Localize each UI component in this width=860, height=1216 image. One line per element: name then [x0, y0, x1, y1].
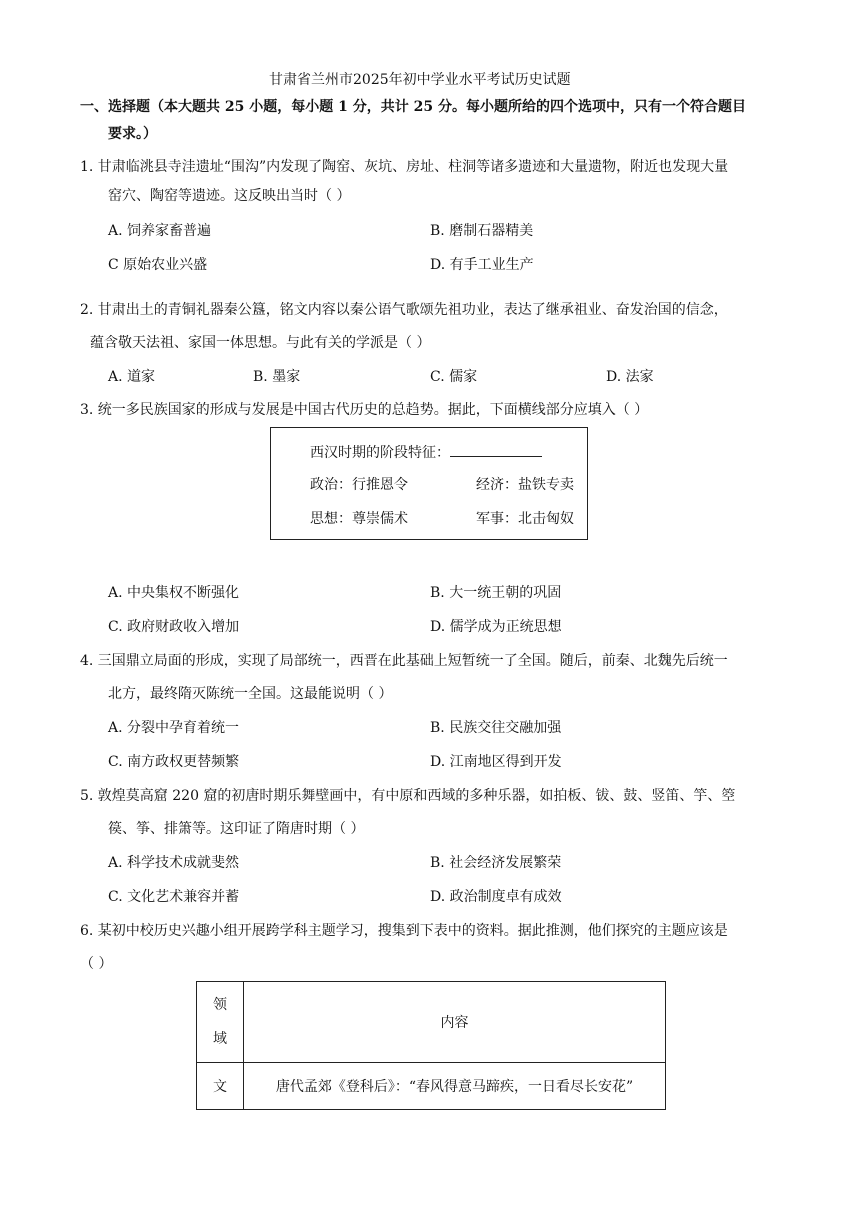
table-header-field: 领 域	[197, 982, 244, 1063]
box-thought: 思想：尊崇儒术	[310, 511, 408, 527]
question-5-option-b[interactable]: B. 社会经济发展繁荣	[430, 855, 562, 871]
question-4-stem-line2: 北方，最终隋灭陈统一全国。这最能说明（ ）	[108, 686, 393, 702]
answer-blank	[450, 442, 542, 457]
question-2-option-b[interactable]: B. 墨家	[253, 369, 301, 385]
question-6-stem-line2: （ ）	[80, 956, 113, 972]
question-5-option-c[interactable]: C. 文化艺术兼容并蓄	[108, 889, 240, 905]
question-1-option-d[interactable]: D. 有手工业生产	[430, 257, 534, 273]
question-4-option-b[interactable]: B. 民族交往交融加强	[430, 720, 562, 736]
question-5-option-d[interactable]: D. 政治制度卓有成效	[430, 889, 562, 905]
question-2-option-a[interactable]: A. 道家	[108, 369, 156, 385]
box-economy: 经济：盐铁专卖	[476, 477, 574, 493]
question-1-stem-line1: 1. 甘肃临洮县寺洼遗址“围沟”内发现了陶窑、灰坑、房址、柱洞等诸多遗迹和大量遗物，附近也发现大量	[80, 159, 729, 175]
table-header-content: 内容	[244, 982, 666, 1063]
question-6-stem-line1: 6. 某初中校历史兴趣小组开展跨学科主题学习，搜集到下表中的资料。据此推测，他们探究的主题应该是	[80, 923, 728, 939]
question-5-stem-line1: 5. 敦煌莫高窟 220 窟的初唐时期乐舞壁画中，有中原和西域的多种乐器，如拍板、钹、鼓、竖笛、竽、箜	[80, 788, 736, 804]
table-row	[197, 1063, 666, 1110]
box-politics: 政治：行推恩令	[310, 477, 408, 493]
question-2-stem-line1: 2. 甘肃出土的青铜礼器秦公簋，铭文内容以秦公语气歌颂先祖功业，表达了继承祖业、奋发治国的信念，	[80, 302, 728, 318]
table-header-row	[197, 982, 666, 1063]
question-1-stem-line2: 窑穴、陶窑等遗迹。这反映出当时（ ）	[108, 188, 351, 204]
question-4-option-d[interactable]: D. 江南地区得到开发	[430, 754, 562, 770]
box-military: 军事：北击匈奴	[476, 511, 574, 527]
question-3-material-box	[270, 427, 588, 540]
question-5-stem-line2: 篌、筝、排箫等。这印证了隋唐时期（ ）	[108, 821, 365, 837]
question-3-option-c[interactable]: C. 政府财政收入增加	[108, 619, 240, 635]
question-1-option-b[interactable]: B. 磨制石器精美	[430, 223, 534, 239]
question-3-option-d[interactable]: D. 儒学成为正统思想	[430, 619, 562, 635]
question-3-option-a[interactable]: A. 中央集权不断强化	[108, 585, 240, 601]
section-header-line2: 要求。）	[108, 126, 157, 142]
table-cell-content: 唐代孟郊《登科后》：“春风得意马蹄疾，一日看尽长安花”	[244, 1063, 666, 1110]
question-1-option-a[interactable]: A. 饲养家畜普遍	[108, 223, 212, 239]
question-6-table	[196, 981, 666, 1110]
box-title: 西汉时期的阶段特征：	[310, 442, 542, 463]
question-4-option-c[interactable]: C. 南方政权更替频繁	[108, 754, 240, 770]
table-cell-field: 文	[197, 1063, 244, 1110]
question-4-option-a[interactable]: A. 分裂中孕育着统一	[108, 720, 240, 736]
section-header-line1: 一、选择题（本大题共 25 小题，每小题 1 分，共计 25 分。每小题所给的四个选项中，只有一个符合题目	[80, 99, 746, 115]
question-2-option-d[interactable]: D. 法家	[606, 369, 654, 385]
question-5-option-a[interactable]: A. 科学技术成就斐然	[108, 855, 240, 871]
page-title: 甘肃省兰州市2025年初中学业水平考试历史试题	[269, 72, 571, 88]
question-2-option-c[interactable]: C. 儒家	[430, 369, 478, 385]
question-3-option-b[interactable]: B. 大一统王朝的巩固	[430, 585, 562, 601]
question-1-option-c[interactable]: C 原始农业兴盛	[108, 257, 208, 273]
question-2-stem-line2: 蕴含敬天法祖、家国一体思想。与此有关的学派是（ ）	[90, 335, 431, 351]
question-4-stem-line1: 4. 三国鼎立局面的形成，实现了局部统一，西晋在此基础上短暂统一了全国。随后，前秦、北魏先后统一	[80, 653, 728, 669]
question-3-stem: 3. 统一多民族国家的形成与发展是中国古代历史的总趋势。据此，下面横线部分应填入（ ）	[80, 402, 649, 418]
